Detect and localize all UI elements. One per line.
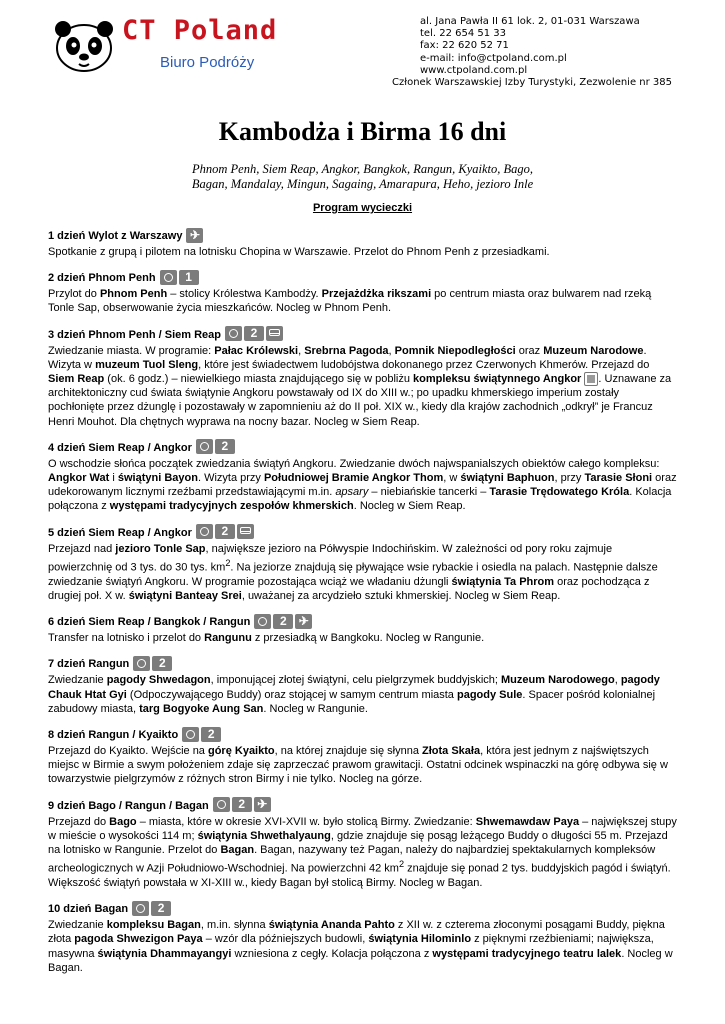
meal-count-badge: 2 (215, 439, 235, 454)
day-description: Spotkanie z grupą i pilotem na lotnisku Chopina w Warszawie. Przelot do Phnom Penh z przesiadkami. (48, 246, 550, 258)
itinerary-day (48, 656, 678, 716)
day-heading (48, 525, 678, 542)
day-heading (48, 656, 678, 673)
day-icons (213, 797, 271, 812)
day-icons (133, 656, 172, 671)
brand-name: CT Poland (122, 15, 278, 46)
plane-icon (186, 228, 203, 243)
meal-icon (225, 326, 242, 341)
day-heading-text: 2 dzień Phnom Penh (48, 272, 156, 285)
day-heading-text: 8 dzień Rangun / Kyaikto (48, 728, 179, 741)
company-logo (52, 16, 312, 80)
day-icons (254, 614, 312, 629)
meal-icon (132, 901, 149, 916)
day-description: Przejazd nad jezioro Tonle Sap, największe jezioro na Półwyspie Indochińskim. W zależności od pory roku zajmuje powierzchnię od 3 tys. do 30 tys. $km^2$. Na jeziorze znajdują się pływające wsie rybackie i osiedla na palach. Następnie dalsze zwiedzanie świątyń Angkoru. W programie pozostająca wciąż we władaniu dżungli świątynia Ta Phrom oraz pochodząca z drugiej poł. X w. świątyni Banteay Srei, uważanej za arcydzieło sztuki khmerskiej. Nocleg w Siem Reap. (48, 542, 658, 602)
meal-count-badge: 2 (232, 797, 252, 812)
meal-icon (254, 614, 271, 629)
itinerary-day (48, 327, 678, 429)
day-description: Przejazd do Bago – miasta, które w okresie XVI-XVII w. było stolicą Birmy. Zwiedzanie: Shwemawdaw Paya – największej stupy w mieście o wysokości 114 m; świątynia Shwethalyaung, gdzie znajduje się posąg leżącego Buddy o długości 55 m. Przejazd na lotnisko w Rangunie. Przelot do Bagan. Bagan, nazywany też Pagan, należy do najbardziej spektakularnych kompleksów archeologicznych w Azji Południowo-Wschodniej. Na powierzchni 42 $km^2$ znajduje się ponad 2 tys. buddyjskich pagód i świątyń. Większość świątyń powstała w XI-XIII w., kiedy Bagan był stolicą Birmy. Nocleg w Bagan. (48, 815, 677, 889)
day-icons (196, 524, 254, 539)
day-heading-text: 4 dzień Siem Reap / Angkor (48, 441, 192, 454)
program-heading: Program wycieczki (312, 202, 413, 214)
day-heading (48, 901, 678, 918)
itinerary-day (48, 525, 678, 603)
day-description: Zwiedzanie pagody Shwedagon, imponującej złotej świątyni, celu pielgrzymek buddyjskich; Muzeum Narodowego, pagody Chauk Htat Gyi (Odpoczywającego Buddy) oraz stojącej w samym centrum miasta pagody Sule. Spacer pośród kolonialnej zabudowy miasta, targ Bogyoke Aung San. Nocleg w Rangunie. (48, 674, 660, 715)
day-heading-text: 9 dzień Bago / Rangun / Bagan (48, 799, 209, 812)
day-icons (186, 228, 203, 243)
meal-count-badge: 2 (152, 656, 172, 671)
meal-count-badge: 2 (273, 614, 293, 629)
route-subtitle (0, 162, 725, 192)
contact-fax: fax: 22 620 52 71 (420, 40, 509, 52)
membership-info: Członek Warszawskiej Izby Turystyki, Zezwolenie nr 385 (392, 77, 673, 89)
day-icons (182, 727, 221, 742)
itinerary-day (48, 270, 678, 315)
day-heading (48, 614, 678, 631)
route-line-2: Bagan, Mandalay, Mingun, Sagaing, Amarapura, Heho, jezioro Inle (191, 177, 534, 191)
contact-block (392, 16, 673, 89)
meal-count-badge: 2 (215, 524, 235, 539)
day-heading (48, 727, 678, 744)
day-description: Transfer na lotnisko i przelot do Rangunu z przesiadką w Bangkoku. Nocleg w Rangunie. (48, 632, 485, 645)
day-heading (48, 327, 678, 344)
day-heading-text: 10 dzień Bagan (48, 903, 129, 916)
plane-icon (295, 614, 312, 629)
day-heading (48, 798, 678, 815)
day-description: Zwiedzanie kompleksu Bagan, m.in. słynna świątynia Ananda Pahto z XII w. z czterema złoconymi posągami Buddy, piękna złota pagoda Shwezigon Paya – wzór dla późniejszych budowli, świątynia Hilominlo z pięknymi rzeźbieniami; największa, masywna świątynia Dhammayangyi wzniesiona z cegły. Kolacja połączona z występami tradycyjnego teatru lalek. Nocleg w Bagan. (48, 919, 673, 974)
itinerary-day (48, 901, 678, 975)
bus-icon (266, 326, 283, 341)
meal-count-badge: 2 (151, 901, 171, 916)
itinerary-list (48, 228, 678, 986)
contact-tel: tel. 22 654 51 33 (420, 28, 507, 40)
day-icons (196, 439, 235, 454)
route-line-1: Phnom Penh, Siem Reap, Angkor, Bangkok, Rangun, Kyaikto, Bago, (191, 162, 534, 176)
itinerary-day (48, 798, 678, 891)
itinerary-day (48, 228, 678, 259)
day-heading (48, 270, 678, 287)
page-title: Kambodża i Birma 16 dni (218, 117, 507, 146)
plane-icon (254, 797, 271, 812)
itinerary-day (48, 614, 678, 645)
day-heading (48, 228, 678, 245)
day-description: Przejazd do Kyaikto. Wejście na górę Kyaikto, na której znajduje się słynna Złota Skała, która jest jednym z najświętszych miejsc w Birmie a swym położeniem zdaje się zaprzeczać prawom grawitacji. Ostatni odcinek wspinaczki na górę odbywa się w towarzystwie pielgrzymów z różnych stron Birmy i nie tylko. Nocleg na górze. (48, 744, 668, 786)
meal-count-badge: 2 (244, 326, 264, 341)
meal-icon (182, 727, 199, 742)
meal-icon (196, 524, 213, 539)
day-description: O wschodzie słońca początek zwiedzania świątyń Angkoru. Zwiedzanie dwóch najwspanialszych obiektów całego kompleksu: Angkor Wat i świątyni Bayon. Wizyta przy Południowej Bramie Angkor Thom, w świątyni Baphuon, przy Tarasie Słoni oraz udekorowanym licznymi rzeźbami przedstawiającymi m.in. apsary – niebiańskie tancerki – Tarasie Trędowatego Króla. Kolacja połączona z występami tradycyjnych zespołów khmerskich. Nocleg w Siem Reap. (48, 457, 677, 513)
bus-icon (237, 524, 254, 539)
meal-icon (196, 439, 213, 454)
day-description: Zwiedzanie miasta. W programie: Pałac Królewski, Srebrna Pagoda, Pomnik Niepodległości oraz Muzeum Narodowe. Wizyta w muzeum Tuol Sleng, które jest świadectwem ludobójstwa dokonanego przez Czerwonych Khmerów. Przejazd do Siem Reap (ok. 6 godz.) – niewielkiego miasta znajdującego się w pobliżu kompleksu świątynnego Angkor . Uznawane za architektoniczny cud świata świątynie Angkoru powstawały od IX do XIII w.; po upadku khmerskiego imperium zostały pochłonięte przez dżunglę i pozostawały w zapomnieniu aż do II poł. XIX w., kiedy dla krajów zachodnich „odkrył” je Francuz Henri Mouhot. Dla chętnych wyprawa na nocny bazar. Nocleg w Siem Reap. (48, 344, 672, 428)
day-heading-text: 1 dzień Wylot z Warszawy (48, 230, 183, 242)
contact-address: al. Jana Pawła II 61 lok. 2, 01-031 Warszawa (420, 16, 640, 27)
itinerary-day (48, 727, 678, 787)
brand-subtitle: Biuro Podróży (160, 54, 255, 71)
panda-logo-icon (52, 16, 116, 76)
day-description: Przylot do Phnom Penh – stolicy Królestwa Kambodży. Przejażdżka rikszami po centrum miasta oraz bulwarem nad rzeką Tonle Sap, obserwowanie życia mieszkańców. Nocleg w Phnom Penh. (48, 288, 652, 315)
day-heading-text: 7 dzień Rangun (48, 658, 130, 671)
meal-count-badge: 1 (179, 270, 199, 285)
day-icons (225, 326, 283, 341)
meal-icon (133, 656, 150, 671)
day-heading-text: 3 dzień Phnom Penh / Siem Reap (48, 328, 221, 341)
day-heading-text: 5 dzień Siem Reap / Angkor (48, 526, 192, 539)
meal-icon (160, 270, 177, 285)
day-icons (160, 270, 199, 285)
contact-email[interactable]: e-mail: info@ctpoland.com.pl (420, 52, 567, 64)
day-icons (132, 901, 171, 916)
meal-count-badge: 2 (201, 727, 221, 742)
itinerary-day (48, 440, 678, 514)
day-heading-text: 6 dzień Siem Reap / Bangkok / Rangun (48, 616, 251, 629)
contact-website[interactable]: www.ctpoland.com.pl (420, 64, 528, 76)
meal-icon (213, 797, 230, 812)
day-heading (48, 440, 678, 457)
